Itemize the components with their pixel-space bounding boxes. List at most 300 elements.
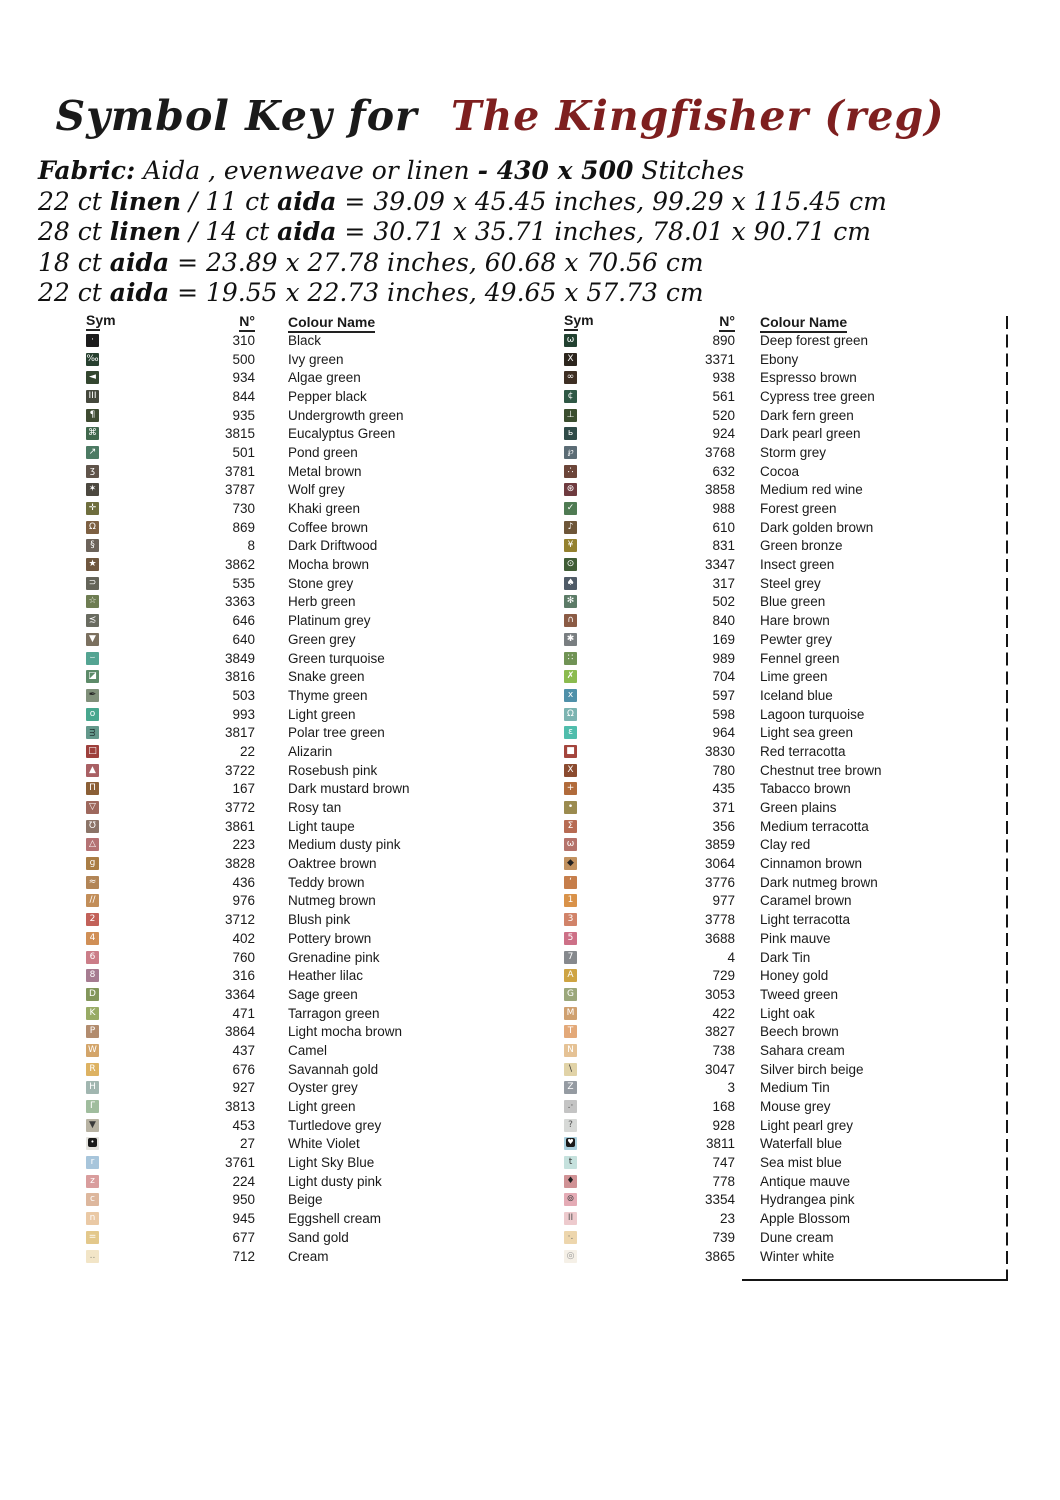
colour-name: Dark mustard brown — [288, 781, 410, 797]
symbol-swatch: 6 — [86, 951, 99, 964]
key-row — [556, 854, 1008, 873]
floss-number: 4 — [727, 949, 735, 965]
floss-number: 316 — [232, 968, 255, 984]
colour-name: Khaki green — [288, 501, 361, 517]
symbol-swatch: D — [86, 988, 99, 1001]
key-row — [80, 966, 510, 985]
floss-number: 934 — [232, 370, 255, 386]
symbol-swatch: .· — [564, 1100, 577, 1113]
colour-name: Dark golden brown — [760, 519, 874, 535]
colour-name: Light dusty pink — [288, 1173, 382, 1189]
key-row — [556, 910, 1008, 929]
symbol-swatch: G — [564, 988, 577, 1001]
key-row — [80, 1135, 510, 1154]
symbol-swatch: ь — [564, 427, 577, 440]
floss-number: 503 — [232, 687, 255, 703]
floss-number: 561 — [712, 388, 735, 404]
fabric-text-segment: aida — [109, 247, 170, 277]
key-row — [80, 780, 510, 799]
symbol-swatch: ■ — [564, 745, 577, 758]
symbol-swatch: Γ — [86, 1100, 99, 1113]
floss-number: 869 — [232, 519, 255, 535]
floss-number: 3347 — [704, 557, 735, 573]
symbol-swatch: 2 — [86, 913, 99, 926]
floss-number: 3815 — [224, 426, 255, 442]
floss-number: 22 — [239, 743, 255, 759]
colour-name: Green bronze — [760, 538, 843, 554]
floss-number: 167 — [232, 781, 255, 797]
floss-number: 3858 — [704, 482, 735, 498]
symbol-swatch: ¢ — [564, 390, 577, 403]
key-row — [80, 705, 510, 724]
floss-number: 704 — [712, 669, 735, 685]
floss-number: 610 — [712, 519, 735, 535]
symbol-swatch: ⊛ — [564, 483, 577, 496]
key-row — [80, 910, 510, 929]
key-row — [556, 611, 1008, 630]
floss-number: 317 — [712, 575, 735, 591]
symbol-swatch: ✗ — [564, 670, 577, 683]
colour-name: Lagoon turquoise — [760, 706, 865, 722]
colour-name: Dark Driftwood — [288, 538, 378, 554]
key-row — [80, 1191, 510, 1210]
symbol-swatch: ↗ — [86, 446, 99, 459]
key-row — [556, 667, 1008, 686]
key-row — [80, 1116, 510, 1135]
floss-number: 3722 — [224, 762, 255, 778]
colour-name: Platinum grey — [288, 613, 371, 629]
key-row — [80, 331, 510, 350]
floss-number: 356 — [712, 818, 735, 834]
floss-number: 500 — [232, 351, 255, 367]
colour-name: Tweed green — [760, 986, 839, 1002]
colour-name: Teddy brown — [288, 874, 365, 890]
header-number — [578, 313, 735, 330]
symbol-swatch: R — [86, 1063, 99, 1076]
colour-name: Algae green — [288, 370, 361, 386]
key-row — [556, 1022, 1008, 1041]
floss-number: 27 — [239, 1136, 255, 1152]
colour-name: Green turquoise — [288, 650, 385, 666]
symbol-swatch: Π — [86, 782, 99, 795]
fabric-line — [38, 278, 1028, 309]
colour-name: Medium terracotta — [760, 818, 869, 834]
floss-number: 632 — [712, 463, 735, 479]
header-colour-name-label: Colour Name — [760, 314, 847, 333]
colour-name: Sahara cream — [760, 1042, 845, 1058]
floss-number: 3064 — [704, 856, 735, 872]
symbol-swatch: ✻ — [564, 595, 577, 608]
header-colour-name — [288, 314, 375, 330]
key-row — [80, 443, 510, 462]
colour-name: Cypress tree green — [760, 388, 875, 404]
key-row — [556, 481, 1008, 500]
floss-number: 3830 — [704, 743, 735, 759]
colour-name: Oyster grey — [288, 1080, 358, 1096]
floss-number: 535 — [232, 575, 255, 591]
colour-name: Pottery brown — [288, 930, 372, 946]
floss-number: 436 — [232, 874, 255, 890]
symbol-swatch: ▽ — [86, 801, 99, 814]
key-row — [80, 630, 510, 649]
fabric-text-segment: = 23.89 x 27.78 inches, 60.68 x 70.56 cm — [169, 247, 704, 277]
symbol-swatch: z — [86, 1175, 99, 1188]
colour-name: Dark pearl green — [760, 426, 861, 442]
colour-name: Tarragon green — [288, 1005, 380, 1021]
colour-name: Pond green — [288, 444, 358, 460]
colour-name: Herb green — [288, 594, 356, 610]
key-row — [556, 1135, 1008, 1154]
colour-name: Steel grey — [760, 575, 821, 591]
colour-name: Snake green — [288, 669, 365, 685]
key-row — [80, 555, 510, 574]
floss-number: 3363 — [224, 594, 255, 610]
symbol-swatch: 5 — [564, 932, 577, 945]
key-row — [556, 1060, 1008, 1079]
symbol-inner-chip: ♥ — [567, 1138, 574, 1147]
symbol-swatch: x — [564, 689, 577, 702]
floss-number: 840 — [712, 613, 735, 629]
symbol-swatch: ⊥ — [564, 409, 577, 422]
symbol-swatch: ℘ — [564, 446, 577, 459]
symbol-swatch: W — [86, 1044, 99, 1057]
key-row — [80, 723, 510, 742]
key-row — [80, 1247, 510, 1266]
colour-name: Antique mauve — [760, 1173, 851, 1189]
colour-name: Thyme green — [288, 687, 368, 703]
colour-name: Cocoa — [760, 463, 800, 479]
symbol-swatch: ‰ — [86, 353, 99, 364]
colour-name: Forest green — [760, 501, 837, 517]
table-right-border — [1006, 316, 1008, 1281]
symbol-swatch: n — [86, 1212, 99, 1225]
symbol-swatch: N — [564, 1044, 577, 1057]
key-row — [556, 1191, 1008, 1210]
symbol-swatch: T — [564, 1025, 577, 1038]
floss-number: 928 — [712, 1117, 735, 1133]
colour-name: Beige — [288, 1192, 323, 1208]
colour-name: Light oak — [760, 1005, 815, 1021]
floss-number: 3761 — [224, 1155, 255, 1171]
colour-name: Ivy green — [288, 351, 344, 367]
floss-number: 844 — [232, 388, 255, 404]
key-row — [556, 1097, 1008, 1116]
key-row — [556, 873, 1008, 892]
colour-name: Storm grey — [760, 444, 827, 460]
fabric-text-segment: = 19.55 x 22.73 inches, 49.65 x 57.73 cm — [169, 278, 704, 308]
colour-name: Honey gold — [760, 968, 829, 984]
floss-number: 598 — [712, 706, 735, 722]
key-row — [80, 1153, 510, 1172]
fabric-text-segment: = 30.71 x 35.71 inches, 78.01 x 90.71 cm — [336, 217, 871, 247]
key-row — [556, 1247, 1008, 1266]
colour-name: Light green — [288, 1099, 356, 1115]
key-row — [80, 1172, 510, 1191]
symbol-swatch: H — [86, 1081, 99, 1094]
symbol-swatch: Ω — [86, 521, 99, 534]
symbol-swatch: ✛ — [86, 502, 99, 515]
floss-number: 402 — [232, 930, 255, 946]
symbol-swatch: o — [86, 708, 99, 721]
key-row — [556, 406, 1008, 425]
key-row — [556, 780, 1008, 799]
colour-name: Heather lilac — [288, 968, 364, 984]
colour-name: Medium Tin — [760, 1080, 830, 1096]
symbol-swatch: ·. — [564, 1231, 577, 1244]
key-row — [556, 948, 1008, 967]
symbol-swatch: ◄ — [86, 371, 99, 384]
floss-number: 738 — [712, 1042, 735, 1058]
colour-name: Oaktree brown — [288, 856, 377, 872]
key-row — [556, 723, 1008, 742]
header-sym: Sym — [564, 312, 578, 331]
symbol-swatch: ▼ — [86, 633, 99, 646]
floss-number: 739 — [712, 1229, 735, 1245]
floss-number: 3364 — [224, 986, 255, 1002]
symbol-swatch — [86, 1137, 99, 1150]
colour-name: Hare brown — [760, 613, 830, 629]
floss-number: 890 — [712, 332, 735, 348]
key-row — [556, 966, 1008, 985]
colour-name: Winter white — [760, 1248, 835, 1264]
key-row — [556, 705, 1008, 724]
symbol-swatch: = — [86, 1231, 99, 1244]
symbol-swatch: ʒ — [86, 465, 99, 478]
key-row — [556, 350, 1008, 369]
symbol-swatch: II — [564, 1212, 577, 1225]
symbol-swatch: ☆ — [86, 595, 99, 608]
title-pattern-name: The Kingfisher (reg) — [450, 92, 945, 140]
symbol-swatch: ◪ — [86, 670, 99, 683]
symbol-swatch: △ — [86, 838, 99, 851]
colour-name: Chestnut tree brown — [760, 762, 882, 778]
symbol-swatch: ✒ — [86, 689, 99, 702]
key-row — [556, 424, 1008, 443]
key-row — [80, 929, 510, 948]
colour-name: Nutmeg brown — [288, 893, 376, 909]
floss-number: 3047 — [704, 1061, 735, 1077]
floss-number: 3768 — [704, 444, 735, 460]
header-colour-name-label: Colour Name — [288, 314, 375, 333]
colour-name: Mouse grey — [760, 1099, 831, 1115]
symbol-swatch: ⊙ — [564, 558, 577, 571]
key-row — [556, 686, 1008, 705]
symbol-key-table-left — [80, 312, 510, 1265]
symbol-swatch: ⊚ — [564, 1193, 577, 1206]
symbol-swatch: K — [86, 1007, 99, 1020]
floss-number: 3787 — [224, 482, 255, 498]
symbol-swatch: X — [564, 353, 577, 366]
floss-number: 597 — [712, 687, 735, 703]
colour-name: Medium dusty pink — [288, 837, 401, 853]
symbol-swatch: ω — [564, 838, 577, 851]
floss-number: 993 — [232, 706, 255, 722]
key-row — [556, 574, 1008, 593]
colour-name: Turtledove grey — [288, 1117, 382, 1133]
floss-number: 371 — [712, 800, 735, 816]
colour-name: Undergrowth green — [288, 407, 404, 423]
symbol-swatch: ∩ — [564, 614, 577, 627]
fabric-text-segment: Fabric: — [38, 156, 136, 185]
colour-name: Waterfall blue — [760, 1136, 843, 1152]
symbol-swatch: ⌘ — [88, 428, 97, 439]
symbol-swatch: 3 — [564, 913, 577, 926]
fabric-text-segment: linen — [109, 217, 182, 247]
colour-name: Sea mist blue — [760, 1155, 842, 1171]
key-row — [80, 761, 510, 780]
floss-number: 3371 — [704, 351, 735, 367]
colour-name: Lime green — [760, 669, 828, 685]
symbol-swatch: .. — [86, 1250, 99, 1263]
colour-name: Iceland blue — [760, 687, 833, 703]
colour-name: Coffee brown — [288, 519, 369, 535]
fabric-text-segment: / 14 ct — [181, 217, 278, 247]
symbol-swatch: ω — [564, 334, 577, 347]
symbol-swatch: · — [86, 334, 99, 347]
floss-number: 3861 — [224, 818, 255, 834]
fabric-text-segment: Aida , evenweave or linen — [135, 156, 478, 185]
floss-number: 831 — [712, 538, 735, 554]
floss-number: 23 — [719, 1211, 735, 1227]
symbol-swatch: III — [86, 390, 99, 403]
key-row — [80, 499, 510, 518]
floss-number: 3828 — [224, 856, 255, 872]
floss-number: 646 — [232, 613, 255, 629]
colour-name: Pepper black — [288, 388, 367, 404]
floss-number: 3827 — [704, 1024, 735, 1040]
floss-number: 676 — [232, 1061, 255, 1077]
colour-name: Cinnamon brown — [760, 856, 863, 872]
symbol-swatch — [564, 1137, 577, 1150]
floss-number: 3772 — [224, 800, 255, 816]
colour-name: Light green — [288, 706, 356, 722]
floss-number: 760 — [232, 949, 255, 965]
key-row — [80, 1209, 510, 1228]
floss-number: 471 — [232, 1005, 255, 1021]
floss-number: 3816 — [224, 669, 255, 685]
table-header-row — [556, 312, 1008, 331]
colour-name: Rosy tan — [288, 800, 342, 816]
key-row — [556, 1172, 1008, 1191]
key-row — [556, 1209, 1008, 1228]
symbol-swatch: Z — [564, 1081, 577, 1094]
symbol-swatch: ♠ — [564, 577, 577, 590]
floss-number: 168 — [712, 1099, 735, 1115]
colour-name: Green plains — [760, 800, 837, 816]
key-row — [80, 686, 510, 705]
symbol-swatch: 4 — [86, 932, 99, 945]
key-row — [556, 368, 1008, 387]
symbol-swatch: g — [86, 857, 99, 870]
key-row — [80, 1022, 510, 1041]
floss-number: 453 — [232, 1117, 255, 1133]
symbol-key-table-right — [556, 312, 1008, 1265]
floss-number: 964 — [712, 725, 735, 741]
key-row — [80, 948, 510, 967]
symbol-swatch: ¥ — [564, 539, 577, 552]
symbol-swatch: t — [564, 1156, 577, 1169]
symbol-swatch: □ — [86, 745, 99, 758]
key-row — [556, 593, 1008, 612]
symbol-swatch: Σ — [564, 820, 577, 833]
key-row — [80, 387, 510, 406]
colour-name: Dark fern green — [760, 407, 854, 423]
fabric-text-segment: 28 ct — [38, 217, 110, 247]
colour-name: Sand gold — [288, 1229, 349, 1245]
symbol-swatch: ‘ — [564, 876, 577, 889]
colour-name: Light taupe — [288, 818, 355, 834]
colour-name: Green grey — [288, 631, 356, 647]
key-row — [80, 574, 510, 593]
symbol-swatch: P — [86, 1025, 99, 1038]
colour-name: Stone grey — [288, 575, 354, 591]
floss-number: 977 — [712, 893, 735, 909]
key-row — [80, 854, 510, 873]
fabric-text-segment: linen — [109, 186, 182, 216]
colour-name: Wolf grey — [288, 482, 345, 498]
key-row — [80, 1004, 510, 1023]
key-row — [80, 649, 510, 668]
key-row — [556, 1228, 1008, 1247]
key-row — [80, 406, 510, 425]
colour-name: Dark nutmeg brown — [760, 874, 878, 890]
floss-number: 3859 — [704, 837, 735, 853]
floss-number: 950 — [232, 1192, 255, 1208]
symbol-swatch: ¶ — [86, 409, 99, 422]
floss-number: 677 — [232, 1229, 255, 1245]
floss-number: 778 — [712, 1173, 735, 1189]
colour-name: Savannah gold — [288, 1061, 379, 1077]
colour-name: Black — [288, 332, 322, 348]
symbol-swatch: ∴ — [564, 465, 577, 478]
fabric-text-segment: aida — [277, 217, 337, 247]
header-number — [100, 313, 255, 330]
floss-number: 729 — [712, 968, 735, 984]
symbol-swatch: ✱ — [564, 633, 577, 646]
colour-name: Caramel brown — [760, 893, 852, 909]
floss-number: 437 — [232, 1042, 255, 1058]
symbol-swatch: // — [86, 894, 99, 907]
colour-name: White Violet — [288, 1136, 360, 1152]
colour-name: Tabacco brown — [760, 781, 851, 797]
colour-name: Blush pink — [288, 912, 351, 928]
colour-name: Ebony — [760, 351, 799, 367]
key-row — [80, 836, 510, 855]
key-row — [556, 555, 1008, 574]
fabric-line — [38, 187, 1028, 218]
key-row — [556, 798, 1008, 817]
symbol-swatch: ◆ — [564, 857, 577, 870]
key-row — [80, 424, 510, 443]
fabric-text-segment: = 39.09 x 45.45 inches, 99.29 x 115.45 cm — [336, 186, 887, 216]
key-row — [556, 630, 1008, 649]
floss-number: 945 — [232, 1211, 255, 1227]
floss-number: 502 — [712, 594, 735, 610]
key-row — [80, 518, 510, 537]
key-row — [80, 667, 510, 686]
key-row — [556, 1004, 1008, 1023]
fabric-text-segment: Stitches — [633, 156, 745, 185]
key-row — [80, 1041, 510, 1060]
symbol-swatch: ✓ — [564, 502, 577, 515]
colour-name: Camel — [288, 1042, 328, 1058]
key-row — [80, 537, 510, 556]
key-row — [80, 1060, 510, 1079]
table-header-row — [80, 312, 510, 331]
floss-number: 3813 — [224, 1099, 255, 1115]
fabric-text-segment: 18 ct — [38, 247, 110, 277]
colour-name: Insect green — [760, 557, 835, 573]
